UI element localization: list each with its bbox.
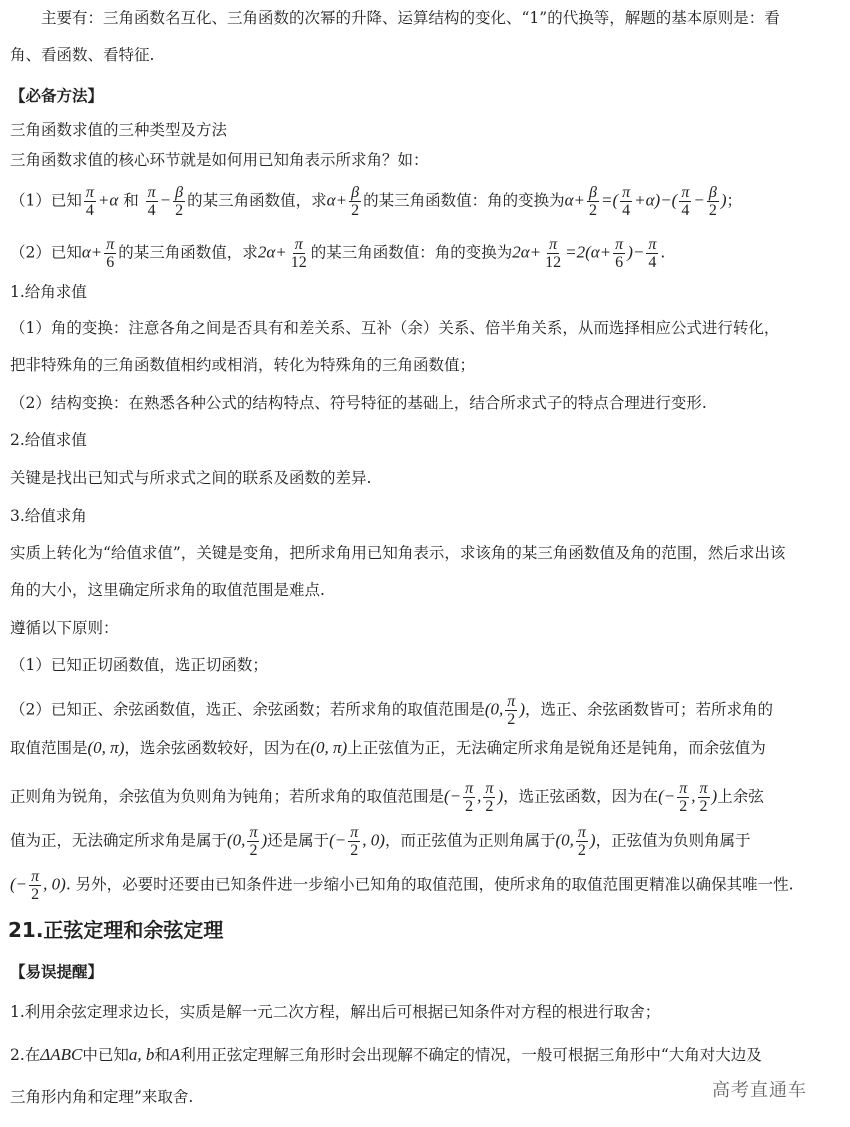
numerator: π <box>147 184 156 201</box>
numerator: π <box>85 184 94 201</box>
text-run: ； <box>726 191 743 210</box>
text-line <box>10 318 842 338</box>
math-expression: ΔABC <box>40 1045 83 1064</box>
text-line <box>10 693 842 728</box>
math-expression: 2α+ <box>257 242 287 262</box>
text-run: 3.给值求角 <box>10 507 87 525</box>
math-expression: (0, <box>484 699 504 719</box>
math-expression: ) <box>720 190 727 210</box>
math-expression: ) <box>711 786 718 806</box>
text-run: 21.正弦定理和余弦定理 <box>8 918 224 942</box>
math-fraction <box>348 824 360 859</box>
text-line <box>10 150 842 170</box>
text-run: 主要有：三角函数名互化、三角函数的次幂的升降、运算结构的变化、“1”的代换等，解题的基本原则是：看 <box>10 9 780 27</box>
math-expression: , 0) <box>362 830 385 850</box>
math-expression: =( <box>601 190 619 210</box>
text-run: ，而正弦值为正则角属于 <box>384 831 556 850</box>
numerator: π <box>699 780 708 797</box>
text-run: . <box>660 243 666 262</box>
text-run: 还是属于 <box>267 831 330 850</box>
text-line <box>10 8 842 28</box>
denominator: 12 <box>290 254 307 271</box>
text-line <box>10 738 842 758</box>
math-expression: (− <box>444 786 462 806</box>
text-run: （2）已知 <box>10 243 82 262</box>
numerator: π <box>294 236 303 253</box>
numerator: π <box>31 868 40 885</box>
math-expression: (− <box>329 830 347 850</box>
math-expression: , 0) <box>43 874 66 894</box>
text-line <box>10 1002 842 1022</box>
numerator: β <box>589 184 597 201</box>
text-run: 【易误提醒】 <box>10 962 104 981</box>
numerator: π <box>249 824 258 841</box>
denominator: 4 <box>85 202 94 219</box>
denominator: 2 <box>485 798 494 815</box>
text-line <box>10 430 842 450</box>
math-fraction <box>587 184 599 219</box>
text-run: （1）角的变换：注意各角之间是否具有和差关系、互补（余）关系、倍半角关系，从而选择相应公式进行转化， <box>10 319 780 337</box>
denominator: 2 <box>699 798 708 815</box>
text-line <box>10 393 842 413</box>
numerator: π <box>465 780 474 797</box>
math-expression: , <box>477 786 482 806</box>
text-run: 1.给角求值 <box>10 283 87 301</box>
math-fraction <box>104 236 116 271</box>
math-expression: (0, <box>555 830 574 850</box>
text-run: 中已知 <box>82 1046 129 1064</box>
math-fraction <box>613 236 625 271</box>
math-expression: α+ <box>81 242 103 262</box>
text-line <box>10 780 842 815</box>
text-run: （1）已知正切函数值，选正切函数； <box>10 656 268 674</box>
text-run: ，选正、余弦函数皆可；若所求角的 <box>524 700 773 719</box>
math-expression: =2(α+ <box>565 242 612 262</box>
text-line <box>10 355 842 375</box>
numerator: β <box>708 184 717 201</box>
text-run: 上余弦 <box>717 787 764 806</box>
text-run: 遵循以下原则： <box>10 619 119 637</box>
numerator: π <box>648 236 657 253</box>
text-run: ，正弦值为负则角属于 <box>595 831 751 850</box>
numerator: β <box>351 184 360 201</box>
math-expression: ) <box>519 699 525 719</box>
numerator: π <box>622 184 631 201</box>
section-heading <box>8 920 842 940</box>
text-run: 2.给值求值 <box>10 431 87 449</box>
text-line <box>10 868 842 903</box>
text-line <box>10 618 842 638</box>
math-expression: α+ <box>564 190 585 210</box>
denominator: 2 <box>175 202 184 219</box>
text-line <box>10 655 842 675</box>
text-line <box>10 282 842 302</box>
text-run: ，选正弦函数，因为在 <box>503 787 659 806</box>
text-run: 和 <box>154 1046 170 1064</box>
text-run: 利用正弦定理解三角形时会出现解不确定的情况，一般可根据三角形中“大角对大边及 <box>180 1046 762 1064</box>
math-expression: (0, π) <box>310 738 348 757</box>
numerator: π <box>681 184 690 201</box>
math-fraction <box>707 184 719 219</box>
text-line <box>10 506 842 526</box>
numerator: π <box>679 780 688 797</box>
text-line <box>10 45 842 65</box>
numerator: π <box>549 236 558 253</box>
math-expression: 2α+ <box>512 242 542 262</box>
denominator: 2 <box>31 886 40 903</box>
math-expression: (− <box>658 786 676 806</box>
math-expression: ) <box>589 830 596 850</box>
math-fraction <box>483 780 495 815</box>
text-run: 取值范围是 <box>10 739 88 757</box>
math-fraction <box>173 184 185 219</box>
text-line <box>10 236 842 271</box>
denominator: 6 <box>106 254 115 271</box>
text-run: （2）结构变换：在熟悉各种公式的结构特点、符号特征的基础上，结合所求式子的特点合理进行变形. <box>10 394 707 412</box>
denominator: 4 <box>681 202 690 219</box>
text-run: 值为正，无法确定所求角是属于 <box>10 831 228 850</box>
math-expression: A <box>169 1045 181 1064</box>
math-fraction <box>247 824 259 859</box>
math-fraction <box>679 184 691 219</box>
math-fraction <box>289 236 309 271</box>
text-run: 关键是找出已知式与所求式之间的联系及函数的差异. <box>10 469 372 487</box>
text-run: . 另外，必要时还要由已知条件进一步缩小已知角的取值范围，使所求角的取值范围更精准以确保其唯一性. <box>65 875 794 894</box>
text-run: 的某三角函数值，求 <box>118 243 258 262</box>
text-run: 三角函数求值的核心环节就是如何用已知角表示所求角？如： <box>10 151 429 169</box>
math-fraction <box>698 780 710 815</box>
text-run: 角的大小，这里确定所求角的取值范围是难点. <box>10 581 325 599</box>
denominator: 2 <box>577 842 586 859</box>
math-fraction <box>543 236 563 271</box>
math-expression: α+ <box>326 190 348 210</box>
numerator: π <box>485 780 494 797</box>
math-fraction <box>576 824 588 859</box>
text-run: 和 <box>118 191 144 210</box>
text-run: ，选余弦函数较好，因为在 <box>124 739 311 757</box>
text-run: 角、看函数、看特征. <box>10 46 155 64</box>
text-run: 实质上转化为“给值求值”，关键是变角，把所求角用已知角表示，求该角的某三角函数值及角的范围，然后求出该 <box>10 544 786 562</box>
numerator: β <box>175 184 184 201</box>
text-run: 【必备方法】 <box>10 86 104 105</box>
math-expression: a, b <box>128 1045 155 1064</box>
text-run: 正则角为锐角，余弦值为负则角为钝角；若所求角的取值范围是 <box>10 787 445 806</box>
math-fraction <box>349 184 361 219</box>
math-fraction <box>84 184 96 219</box>
denominator: 2 <box>708 202 717 219</box>
math-expression: +α <box>97 190 119 210</box>
math-expression: ) <box>497 786 504 806</box>
math-expression: )− <box>627 242 645 262</box>
numerator: π <box>106 236 115 253</box>
denominator: 2 <box>249 842 258 859</box>
denominator: 2 <box>589 202 597 219</box>
denominator: 2 <box>507 711 516 728</box>
text-run: 把非特殊角的三角函数值相约或相消，转化为特殊角的三角函数值； <box>10 356 476 374</box>
math-fraction <box>646 236 658 271</box>
numerator: π <box>350 824 359 841</box>
text-run: 上正弦值为正，无法确定所求角是锐角还是钝角，而余弦值为 <box>347 739 766 757</box>
math-fraction <box>677 780 689 815</box>
denominator: 12 <box>545 254 562 271</box>
math-fraction <box>29 868 41 903</box>
math-expression: +α)−( <box>634 190 678 210</box>
denominator: 4 <box>648 254 657 271</box>
numerator: π <box>577 824 586 841</box>
math-fraction <box>146 184 158 219</box>
text-line <box>10 120 842 140</box>
math-expression: , <box>691 786 696 806</box>
math-expression: − <box>159 190 172 210</box>
math-expression: (0, π) <box>87 738 125 757</box>
text-run: 的某三角函数值，求 <box>187 191 327 210</box>
text-run: （2）已知正、余弦函数值，选正、余弦函数；若所求角的取值范围是 <box>10 700 485 719</box>
text-run: 2.在 <box>10 1046 41 1064</box>
text-line <box>10 824 842 859</box>
math-expression: ) <box>261 830 268 850</box>
numerator: π <box>507 693 516 710</box>
text-line <box>10 543 842 563</box>
denominator: 2 <box>351 202 360 219</box>
denominator: 2 <box>465 798 474 815</box>
math-fraction <box>505 693 517 728</box>
subsection-label <box>10 962 842 982</box>
math-expression: − <box>693 190 705 210</box>
text-run: 三角函数求值的三种类型及方法 <box>10 121 228 139</box>
denominator: 4 <box>622 202 631 219</box>
subsection-label <box>10 86 842 106</box>
text-run: （1）已知 <box>10 191 82 210</box>
numerator: π <box>615 236 624 253</box>
text-line <box>10 580 842 600</box>
denominator: 6 <box>615 254 624 271</box>
watermark: 高考直通车 <box>712 1080 807 1101</box>
denominator: 2 <box>679 798 688 815</box>
denominator: 2 <box>350 842 359 859</box>
math-fraction <box>463 780 475 815</box>
text-line <box>10 184 842 219</box>
math-expression: (0, <box>227 830 246 850</box>
text-run: 的某三角函数值：角的变换为 <box>310 243 513 262</box>
text-line <box>10 468 842 488</box>
text-run: 1.利用余弦定理求边长，实质是解一元二次方程，解出后可根据已知条件对方程的根进行取舍； <box>10 1003 661 1021</box>
denominator: 4 <box>147 202 156 219</box>
text-line <box>10 1045 842 1065</box>
text-run: 三角形内角和定理”来取舍. <box>10 1088 194 1106</box>
math-fraction <box>620 184 632 219</box>
text-run: 的某三角函数值：角的变换为 <box>363 191 565 210</box>
math-expression: (− <box>10 874 28 894</box>
